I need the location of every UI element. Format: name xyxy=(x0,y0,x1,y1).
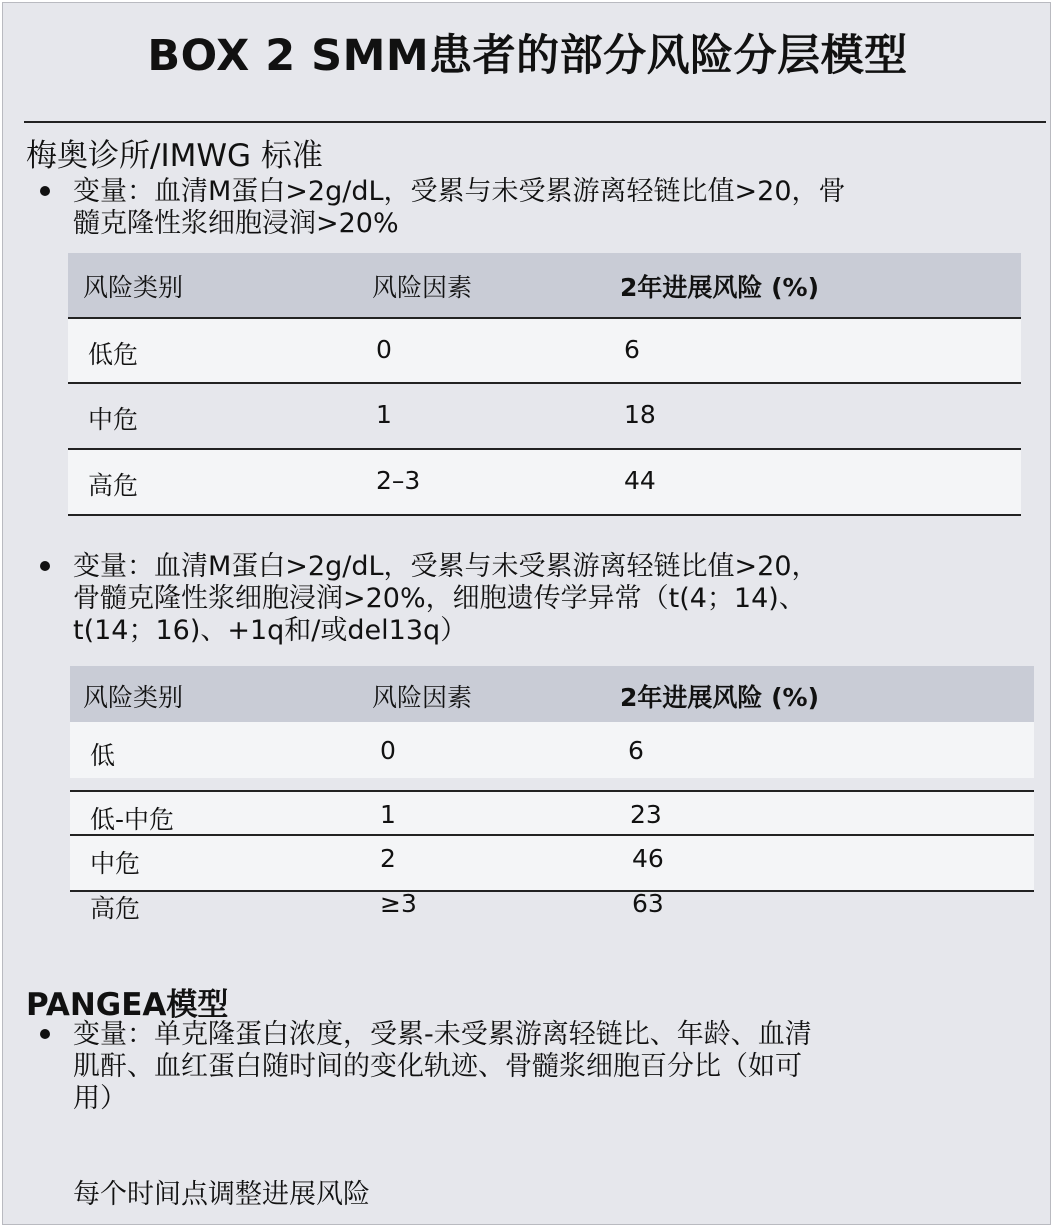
cell-factors: 1 xyxy=(380,800,396,829)
cell-factors: 0 xyxy=(380,736,396,765)
header-cell-category: 风险类别 xyxy=(83,683,184,712)
header-cell-progression: 2年进展风险 (%) xyxy=(620,683,819,712)
header-cell-factors: 风险因素 xyxy=(372,683,473,712)
cell-category: 中危 xyxy=(88,405,139,434)
cell-progression: 6 xyxy=(628,736,644,765)
table-row xyxy=(70,836,1034,890)
table-divider xyxy=(68,514,1021,516)
risk-table-cytogenetic xyxy=(70,666,1036,946)
bullet-pangea-variables xyxy=(40,1019,1000,1115)
table-row xyxy=(70,792,1034,834)
bullet-text: 变量：血清M蛋白>2g/dL，受累与未受累游离轻链比值>20， 骨髓克隆性浆细胞浸润>20%，细胞遗传学异常（t(4；14)、 t(14；16)、+1q和/或del13q） xyxy=(73,551,819,646)
page-title: BOX 2 SMM患者的部分风险分层模型 xyxy=(147,31,908,81)
cell-factors: 2–3 xyxy=(376,466,421,495)
cell-progression: 23 xyxy=(630,800,662,829)
table-row xyxy=(68,450,1021,514)
pangea-heading-text: PANGEA模型 xyxy=(26,987,229,1023)
cell-category: 中危 xyxy=(90,849,141,878)
table-row xyxy=(70,722,1034,778)
cell-category: 低 xyxy=(90,741,116,770)
bullet-text: 变量：单克隆蛋白浓度，受累-未受累游离轻链比、年龄、血清 肌酐、血红蛋白随时间的变化轨迹、骨髓浆细胞百分比（如可 用） xyxy=(73,1019,812,1114)
cell-progression: 18 xyxy=(624,400,656,429)
cell-progression: 63 xyxy=(632,889,664,918)
bullet-dot-icon xyxy=(40,561,50,571)
cell-factors: 1 xyxy=(376,400,392,429)
bullet-text: 变量：血清M蛋白>2g/dL，受累与未受累游离轻链比值>20，骨 髓克隆性浆细胞浸润>20% xyxy=(73,176,846,239)
cell-progression: 46 xyxy=(632,844,664,873)
table-header-row xyxy=(70,666,1034,722)
bullet-dot-icon xyxy=(40,186,50,196)
cell-progression: 6 xyxy=(624,335,640,364)
bullet-cytogenetic-variables xyxy=(40,551,1000,647)
cell-factors: 2 xyxy=(380,844,396,873)
pangea-note: 每个时间点调整进展风险 xyxy=(73,1179,370,1210)
header-cell-progression: 2年进展风险 (%) xyxy=(620,273,819,302)
header-cell-factors: 风险因素 xyxy=(372,273,473,302)
cell-category: 低危 xyxy=(88,340,139,369)
header-cell-category: 风险类别 xyxy=(83,273,184,302)
title-divider xyxy=(24,121,1046,123)
bullet-mayo-variables xyxy=(40,176,1000,240)
table-row xyxy=(70,889,1034,932)
cell-factors: ≥3 xyxy=(380,889,417,918)
section-heading-pangea xyxy=(26,979,228,1024)
table-header-row xyxy=(68,253,1021,317)
bullet-dot-icon xyxy=(40,1029,50,1039)
cell-progression: 44 xyxy=(624,466,656,495)
cell-category: 高危 xyxy=(88,471,139,500)
section-heading-mayo: 梅奥诊所/IMWG 标准 xyxy=(26,138,323,174)
table-row xyxy=(68,384,1021,448)
table-row xyxy=(68,319,1021,382)
risk-table-mayo xyxy=(68,253,1021,517)
cell-category: 高危 xyxy=(90,894,141,923)
cell-category: 低-中危 xyxy=(90,805,175,834)
cell-factors: 0 xyxy=(376,335,392,364)
